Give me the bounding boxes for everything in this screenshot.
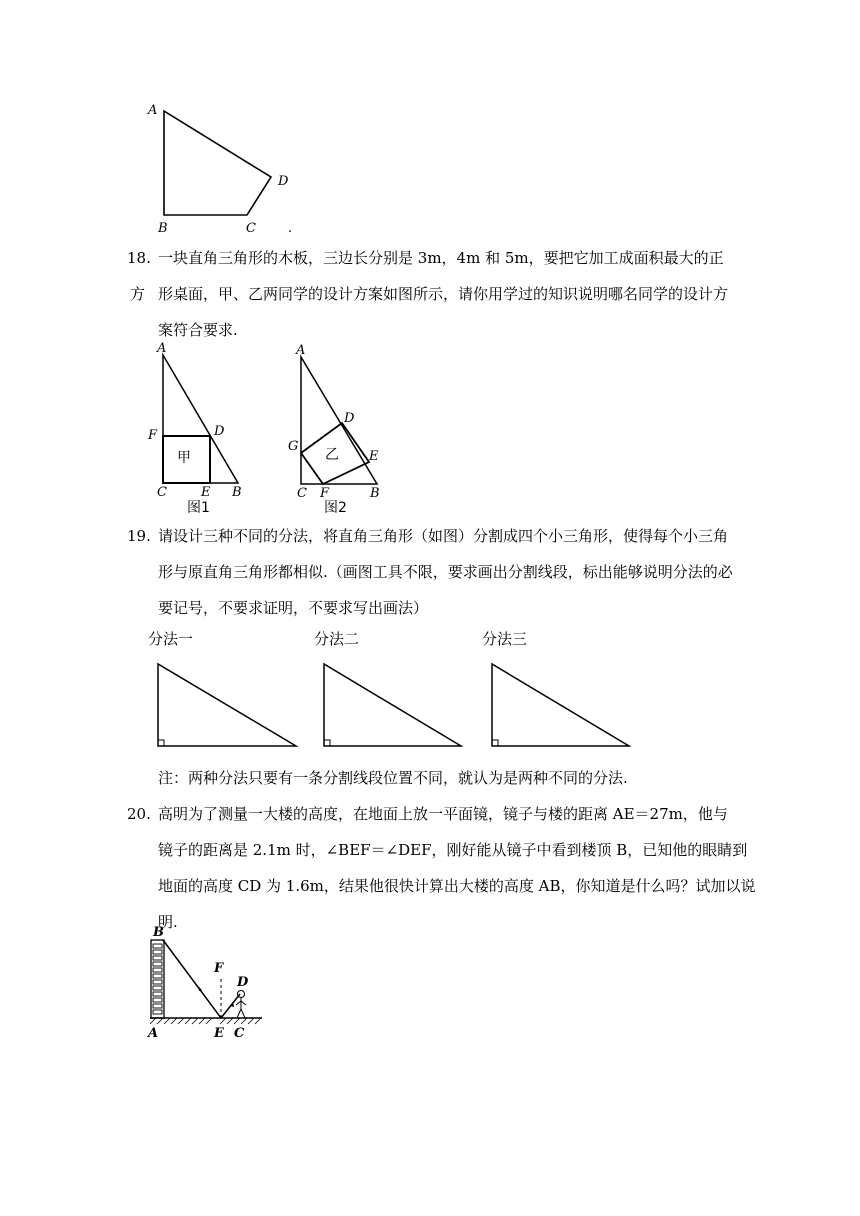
q18-text-1: 一块直角三角形的木板，三边长分别是 3m，4m 和 5m，要把它加工成面积最大的正方: [130, 249, 724, 303]
q19-method-1-title: 分法一: [148, 630, 194, 648]
q18-fig2-label-g: G: [288, 439, 299, 454]
q18-fig1-inner-char: 甲: [177, 450, 191, 466]
q20-label-a: A: [148, 1026, 159, 1041]
fig17-label-c: C: [246, 221, 256, 236]
q19-method-3-title: 分法三: [482, 630, 528, 648]
q20-label-c: C: [234, 1026, 245, 1041]
q20-text-3: 地面的高度 CD 为 1.6m，结果他很快计算出大楼的高度 AB，你知道是什么吗？试加以说: [158, 877, 756, 895]
q20-text-2: 镜子的距离是 2.1m 时，∠BEF＝∠DEF，刚好能从镜子中看到楼顶 B，已知他的眼睛到: [158, 841, 748, 859]
q18-text-2: 形桌面，甲、乙两同学的设计方案如图所示，请你用学过的知识说明哪名同学的设计方: [158, 285, 729, 303]
q20-number: 20.: [127, 805, 151, 823]
q18-fig1-label-e: E: [201, 485, 211, 500]
fig17-label-d: D: [278, 174, 289, 189]
q18-fig2-label-f: F: [320, 486, 330, 501]
q18-fig2-label-e: E: [369, 449, 379, 464]
q18-text-3: 案符合要求.: [158, 321, 238, 339]
q18-fig1-label-c: C: [157, 485, 167, 500]
q18-fig1-caption: 图1: [187, 500, 210, 516]
q20-label-b: B: [153, 925, 164, 940]
q19-text-2: 形与原直角三角形都相似.（画图工具不限，要求画出分割线段，标出能够说明分法的必: [158, 563, 733, 581]
q19-text-3: 要记号，不要求证明，不要求写出画法）: [158, 599, 429, 617]
q18-fig1-label-a: A: [157, 341, 167, 356]
q20-text-4: 明.: [158, 913, 178, 931]
q18-fig1-label-b: B: [232, 485, 242, 500]
q18-fig2-label-a: A: [296, 343, 306, 358]
q18-fig2-inner-char: 乙: [325, 447, 339, 463]
q18-fig2-label-d: D: [344, 411, 355, 426]
q18-fig1-label-d: D: [214, 424, 225, 439]
q19-method-2-title: 分法二: [314, 630, 360, 648]
q19-text-1: 请设计三种不同的分法，将直角三角形（如图）分割成四个小三角形，使得每个小三角: [158, 527, 729, 545]
q18-fig1-label-f: F: [148, 428, 158, 443]
q18-number: 18.: [127, 249, 151, 267]
q18-fig2-label-c: C: [297, 486, 307, 501]
q20-label-d: D: [237, 975, 249, 990]
q19-note: 注：两种分法只要有一条分割线段位置不同，就认为是两种不同的分法.: [158, 769, 628, 787]
fig17-label-b: B: [158, 221, 168, 236]
q20-label-f: F: [214, 961, 224, 976]
q20-label-e: E: [214, 1026, 224, 1041]
fig17-dot: .: [288, 221, 293, 236]
q18-fig2-caption: 图2: [324, 500, 347, 516]
fig17-label-a: A: [148, 103, 158, 118]
q20-text-1: 高明为了测量一大楼的高度，在地面上放一平面镜，镜子与楼的距离 AE＝27m，他与: [158, 805, 728, 823]
q19-number: 19.: [127, 527, 151, 545]
q18-fig2-label-b: B: [370, 486, 380, 501]
